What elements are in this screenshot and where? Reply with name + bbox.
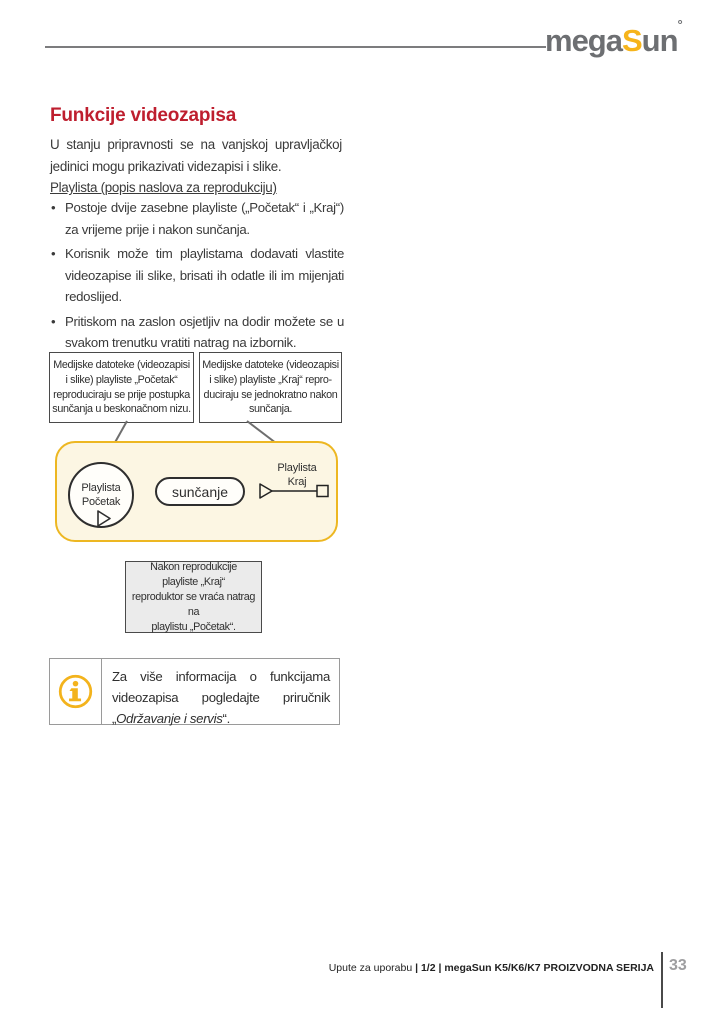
page-title: Funkcije videozapisa xyxy=(50,105,237,126)
info-box xyxy=(49,658,340,725)
playlist-end-label: Playlista xyxy=(277,462,317,474)
callout-line: Medijske datoteke (videozapisi xyxy=(202,359,339,372)
info-text xyxy=(102,659,339,724)
session-label: sunčanje xyxy=(171,483,229,500)
info-text-suffix: “. xyxy=(222,711,230,726)
footer-doc-series: | 1/2 | megaSun K5/K6/K7 PROIZVODNA SERIJA xyxy=(415,962,654,974)
note-line: Nakon reprodukcije xyxy=(150,560,237,573)
play-icon xyxy=(260,484,272,498)
callout-line: sunčanja u beskonačnom nizu. xyxy=(52,403,191,416)
logo-sun-s: S xyxy=(621,23,642,58)
logo-mark: ° xyxy=(677,17,683,32)
bullet-item: • Postoje dvije zasebne playliste („Početak“ i „Kraj“) za vrijeme prije i nakon sunčanja. xyxy=(50,197,344,240)
callout-line: i slike) playliste „Početak“ xyxy=(65,373,178,386)
note-box xyxy=(125,561,262,633)
session-node xyxy=(155,477,245,506)
footer-text xyxy=(329,962,654,974)
footer-divider xyxy=(661,952,663,1008)
callout-line: i slike) playliste „Kraj“ repro- xyxy=(209,373,332,386)
logo-mega: mega xyxy=(545,23,622,58)
bullet-list xyxy=(50,197,344,357)
header-rule xyxy=(45,46,546,48)
info-text-prefix: Za više informacija o funkcijama videozapisa pogledajte priručnik „ xyxy=(112,669,330,726)
logo-un: un xyxy=(641,23,678,58)
callout-line: duciraju se jednokratno nakon xyxy=(203,388,338,401)
bullet-item: • Korisnik može tim playlistama dodavati vlastite videozapise ili slike, brisati ih odatle ili im mijenjati redoslijed. xyxy=(50,243,344,308)
callout-playlist-end xyxy=(199,352,342,423)
note-line: playliste „Kraj“ xyxy=(162,575,225,588)
stop-square-icon xyxy=(317,486,328,497)
info-icon xyxy=(57,673,94,710)
end-playback-symbol xyxy=(258,482,330,500)
playlist-start-label: Playlista xyxy=(81,482,121,494)
intro-paragraph: U stanju pripravnosti se na vanjskoj upravljačkoj jedinici mogu prikazivati videzapisi i slike. xyxy=(50,137,342,174)
page-number: 33 xyxy=(669,957,687,974)
manual-title: Održavanje i servis xyxy=(116,711,223,726)
note-line: playlistu „Početak“. xyxy=(151,620,236,633)
playlist-start-label: Početak xyxy=(81,496,121,508)
bullet-item: • Pritiskom na zaslon osjetljiv na dodir možete se u svakom trenutku vratiti natrag na izbornik. xyxy=(50,311,344,354)
callout-line: reproduciraju se prije postupka xyxy=(53,388,190,401)
callout-line: Medijske datoteke (videozapisi xyxy=(53,359,190,372)
megasun-logo xyxy=(545,17,683,59)
playlist-end-label: Kraj xyxy=(287,476,307,488)
info-icon-cell xyxy=(50,659,102,724)
footer-doc-name: Upute za uporabu xyxy=(328,962,416,974)
callout-playlist-start xyxy=(49,352,194,423)
note-line: reproduktor se vraća natrag na xyxy=(131,590,256,618)
callout-line: sunčanja. xyxy=(248,403,293,416)
play-icon xyxy=(95,509,112,528)
playlist-heading: Playlista (popis naslova za reprodukciju) xyxy=(50,180,277,195)
